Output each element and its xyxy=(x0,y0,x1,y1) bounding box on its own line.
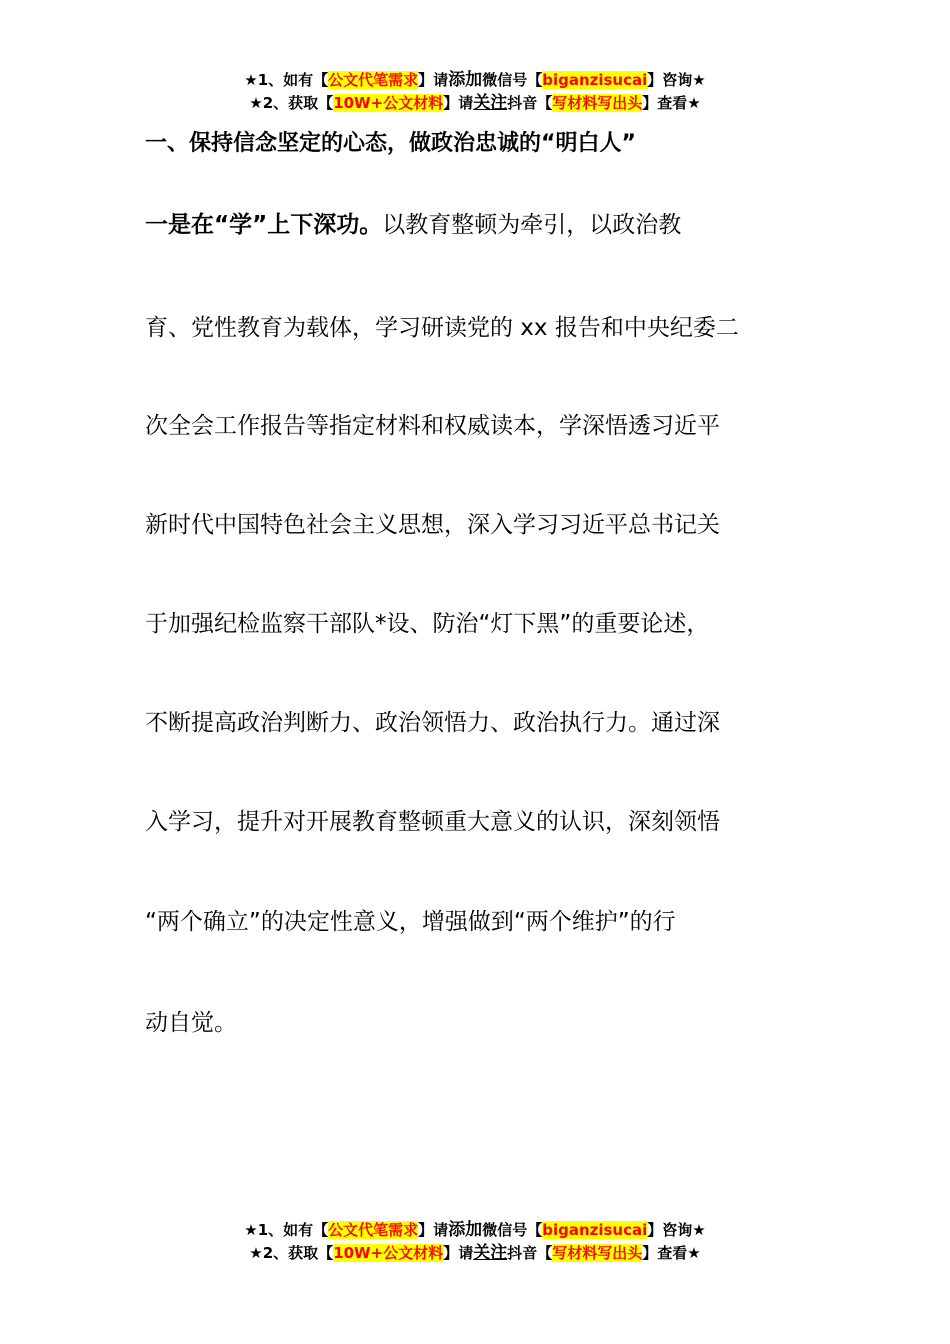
banner-line-2 xyxy=(0,92,950,115)
paragraph-text: 以教育整顿为牵引，以政治教 xyxy=(382,212,682,238)
highlight-wechat-id: biganzisucai xyxy=(542,71,648,89)
banner-text: 】请 xyxy=(418,1221,449,1239)
highlight-service: 公文代笔需求 xyxy=(328,71,419,89)
paragraph-line-9: 动自觉。 xyxy=(145,1010,237,1036)
highlight-materials: 10W+公文材料 xyxy=(333,1244,444,1262)
banner-text: 微信号【 xyxy=(482,1221,543,1239)
banner-text: 】查看★ xyxy=(642,1244,701,1262)
highlight-service: 公文代笔需求 xyxy=(328,1221,419,1239)
banner-text: ★2、获取【 xyxy=(249,1244,334,1262)
banner-text: 抖音【 xyxy=(507,1244,553,1262)
banner-text: 微信号【 xyxy=(482,71,543,89)
paragraph-line-6: 不断提高政治判断力、政治领悟力、政治执行力。通过深 xyxy=(145,710,720,736)
paragraph-line-3: 次全会工作报告等指定材料和权威读本，学深悟透习近平 xyxy=(145,413,720,439)
paragraph-line-1 xyxy=(145,206,681,239)
banner-emphasis: 关注 xyxy=(473,93,508,113)
banner-text: 】请 xyxy=(443,94,474,112)
banner-text: 】查看★ xyxy=(642,94,701,112)
highlight-wechat-id: biganzisucai xyxy=(542,1221,648,1239)
banner-text: 】咨询★ xyxy=(647,1221,706,1239)
banner-text: 】请 xyxy=(418,71,449,89)
paragraph-line-8: “两个确立”的决定性意义，增强做到“两个维护”的行 xyxy=(145,909,676,935)
paragraph-line-4: 新时代中国特色社会主义思想，深入学习习近平总书记关 xyxy=(145,512,720,538)
highlight-materials: 10W+公文材料 xyxy=(333,94,444,112)
banner-emphasis: 关注 xyxy=(473,1243,508,1263)
paragraph-line-2: 育、党性教育为载体，学习研读党的 xx 报告和中央纪委二 xyxy=(145,315,739,341)
banner-line-1 xyxy=(0,69,950,92)
highlight-douyin-id: 写材料写出头 xyxy=(552,94,643,112)
paragraph-line-5: 于加强纪检监察干部队*设、防治“灯下黑”的重要论述， xyxy=(145,611,710,637)
banner-text: 】咨询★ xyxy=(647,71,706,89)
banner-text: 】请 xyxy=(443,1244,474,1262)
banner-emphasis: 添加 xyxy=(448,1220,483,1240)
bottom-banner xyxy=(0,1219,950,1265)
banner-text: ★2、获取【 xyxy=(249,94,334,112)
section-heading: 一、保持信念坚定的心态，做政治忠诚的“明白人” xyxy=(145,131,636,156)
banner-text: ★1、如有【 xyxy=(244,71,329,89)
banner-line-1 xyxy=(0,1219,950,1242)
highlight-douyin-id: 写材料写出头 xyxy=(552,1244,643,1262)
top-banner xyxy=(0,69,950,115)
lead-bold-text: 一是在“学”上下深功。 xyxy=(145,212,383,238)
banner-text: ★1、如有【 xyxy=(244,1221,329,1239)
banner-text: 抖音【 xyxy=(507,94,553,112)
banner-emphasis: 添加 xyxy=(448,70,483,90)
paragraph-line-7: 入学习，提升对开展教育整顿重大意义的认识，深刻领悟 xyxy=(145,809,720,835)
banner-line-2 xyxy=(0,1242,950,1265)
